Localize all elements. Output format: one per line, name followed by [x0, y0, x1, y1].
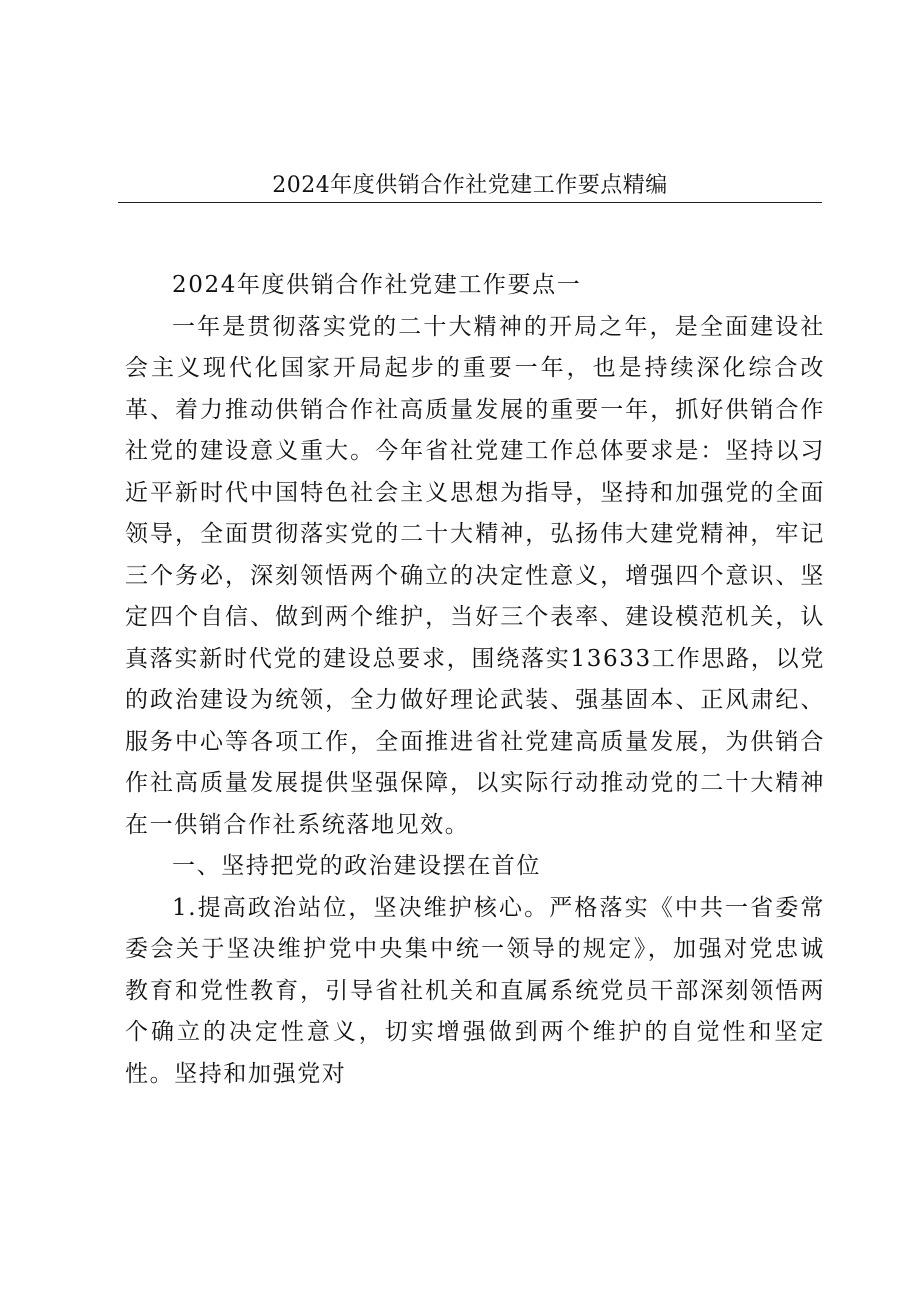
- section-heading-political-building: 一、坚持把党的政治建设摆在首位: [172, 853, 541, 879]
- section-heading-point-one: 2024年度供销合作社党建工作要点一: [172, 272, 582, 298]
- item-1-paragraph: 1.提高政治站位，坚决维护核心。严格落实《中共一省委常委会关于坚决维护党中央集中统一领导的规定》，加强对党忠诚教育和党性教育，引导省社机关和直属系统党员干部深刻领悟两个确立的决定性意义，切实增强做到两个维护的自觉性和坚定性。坚持和加强党对: [125, 894, 825, 1087]
- document-title: 2024年度供销合作社党建工作要点精编: [272, 173, 668, 198]
- intro-paragraph: 一年是贯彻落实党的二十大精神的开局之年，是全面建设社会主义现代化国家开局起步的重要一年，也是持续深化综合改革、着力推动供销合作社高质量发展的重要一年，抓好供销合作社党的建设意义重大。今年省社党建工作总体要求是：坚持以习近平新时代中国特色社会主义思想为指导，坚持和加强党的全面领导，全面贯彻落实党的二十大精神，弘扬伟大建党精神，牢记三个务必，深刻领悟两个确立的决定性意义，增强四个意识、坚定四个自信、做到两个维护，当好三个表率、建设模范机关，认真落实新时代党的建设总要求，围绕落实13633工作思路，以党的政治建设为统领，全力做好理论武装、强基固本、正风肃纪、服务中心等各项工作，全面推进省社党建高质量发展，为供销合作社高质量发展提供坚强保障，以实际行动推动党的二十大精神在一供销合作社系统落地见效。: [125, 313, 825, 838]
- document-body: [125, 265, 825, 1095]
- title-underline: [118, 202, 822, 203]
